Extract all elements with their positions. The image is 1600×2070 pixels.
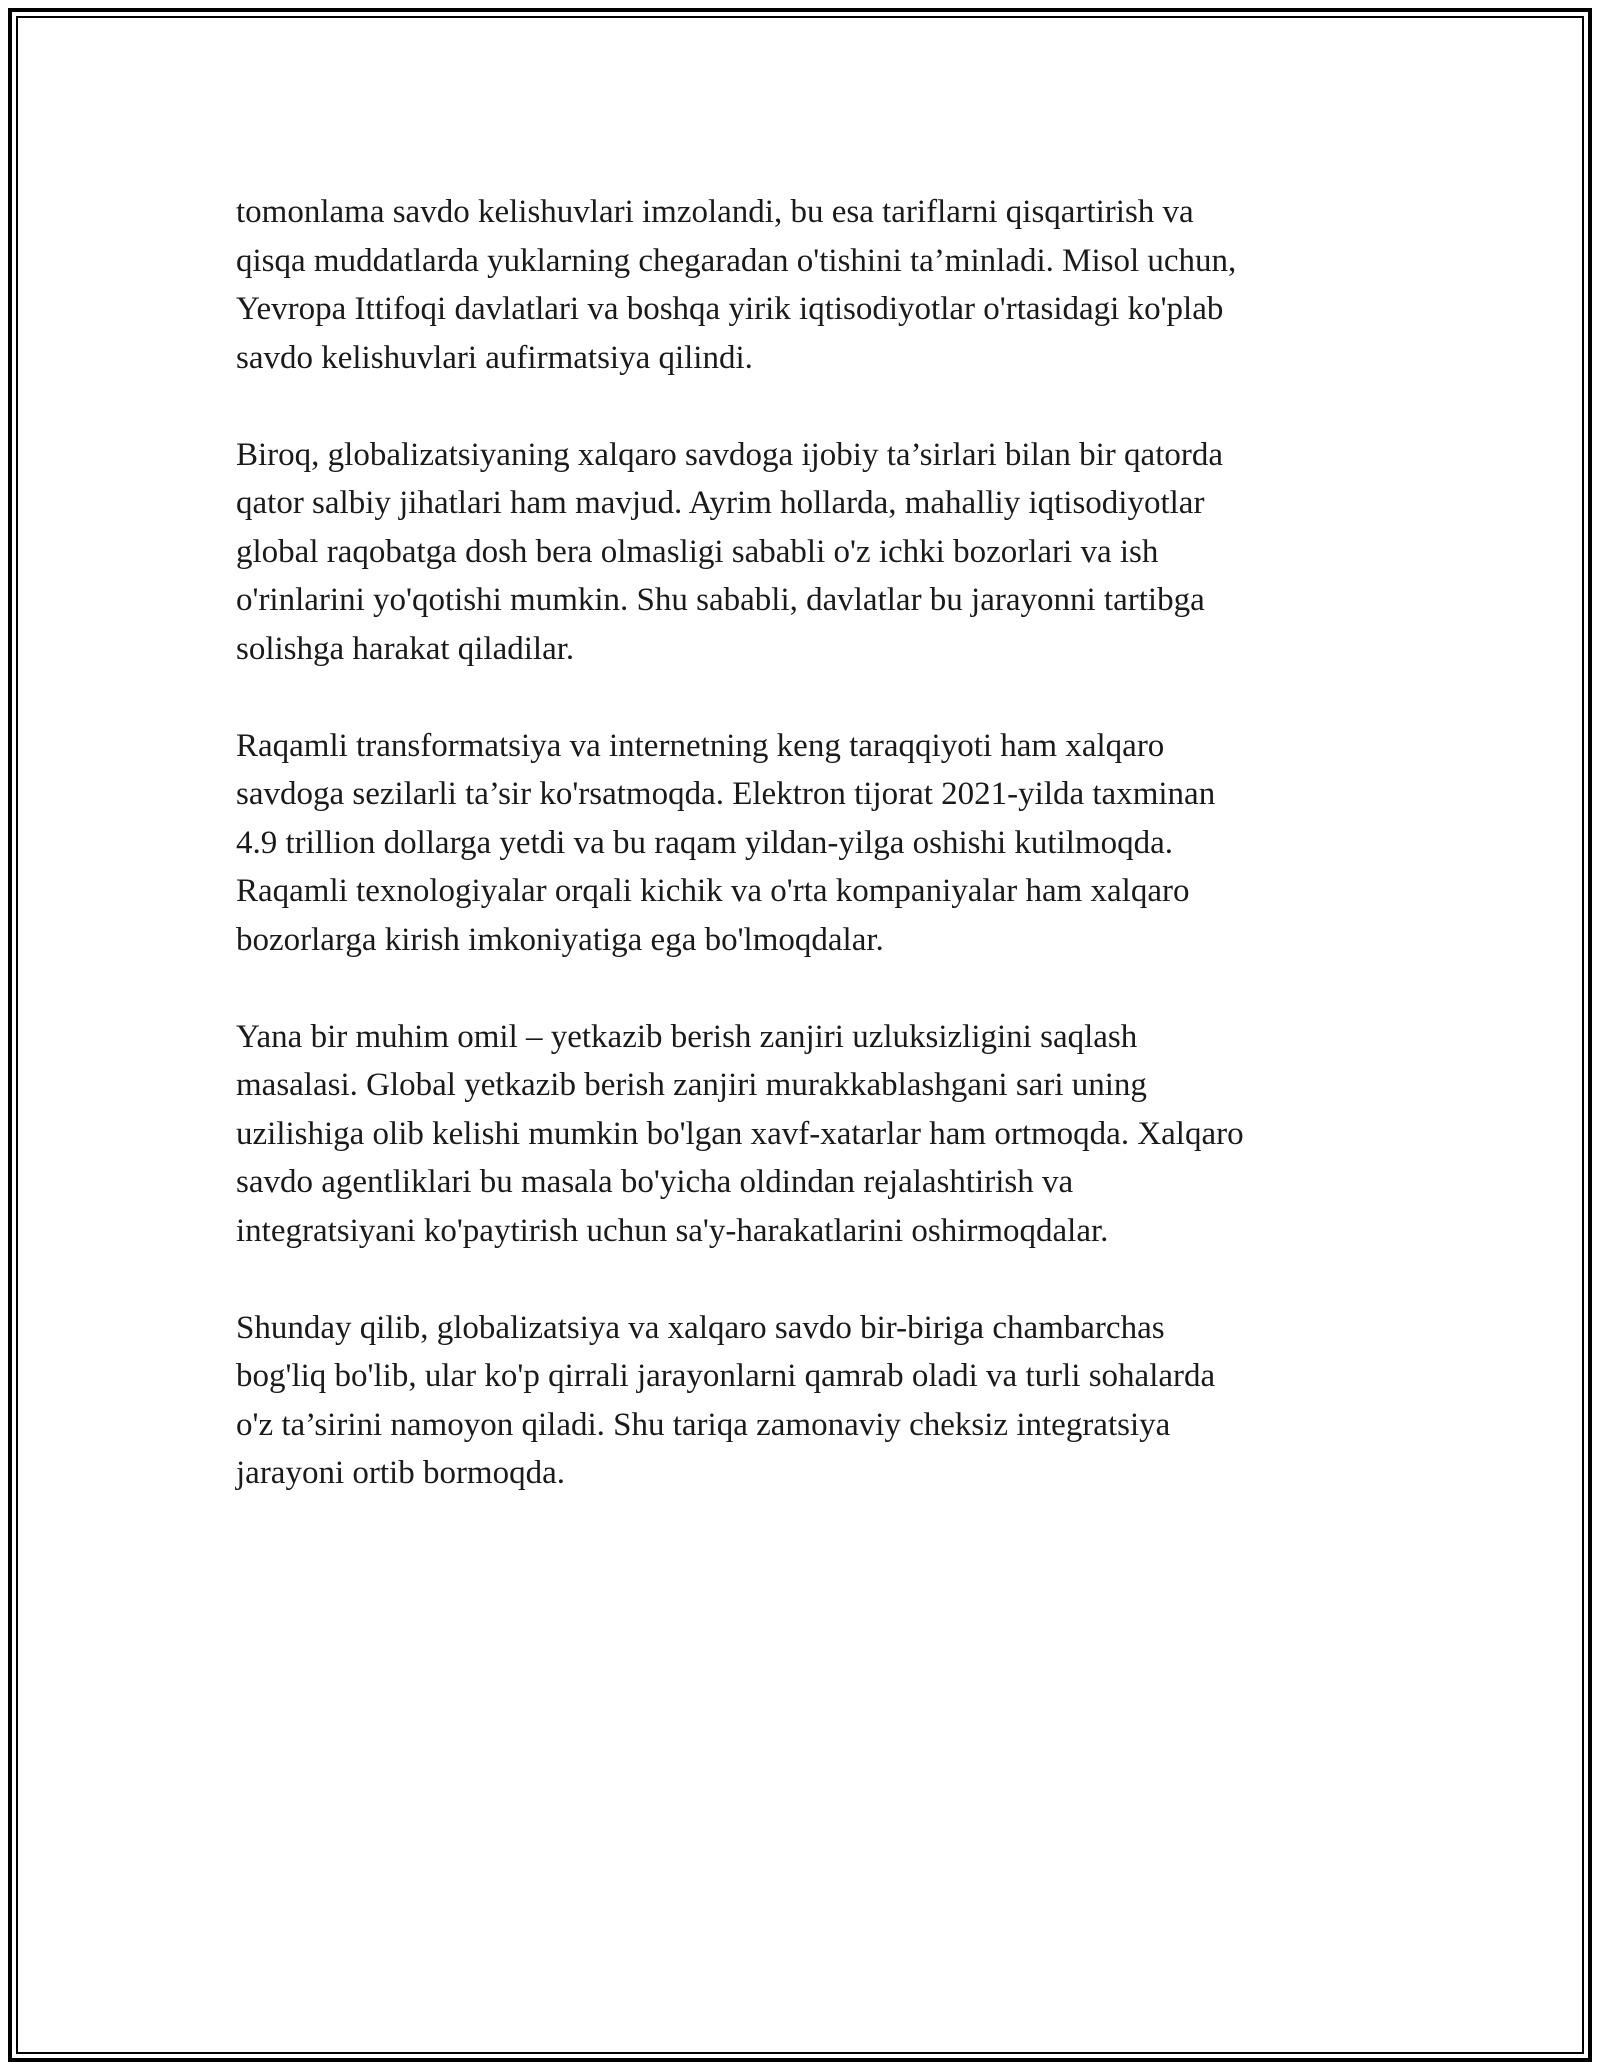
text-line: savdo agentliklari bu masala bo'yicha oldindan rejalashtirish va — [236, 1164, 1074, 1200]
text-line: tomonlama savdo kelishuvlari imzolandi, bu esa tariflarni qisqartirish va — [236, 194, 1194, 230]
text-line: Raqamli texnologiyalar orqali kichik va o'rta kompaniyalar ham xalqaro — [236, 873, 1190, 909]
text-line: bog'liq bo'lib, ular ko'p qirrali jarayonlarni qamrab oladi va turli sohalarda — [236, 1358, 1216, 1394]
text-line: qisqa muddatlarda yuklarning chegaradan o'tishini ta’minladi. Misol uchun, — [236, 242, 1237, 279]
text-line: Yevropa Ittifoqi davlatlari va boshqa yirik iqtisodiyotlar o'rtasidagi ko'plab — [236, 291, 1224, 327]
text-line: Shunday qilib, globalizatsiya va xalqaro savdo bir-biriga chambarchas — [236, 1309, 1165, 1346]
text-line: solishga harakat qiladilar. — [236, 630, 575, 667]
text-line: Raqamli transformatsiya va internetning keng taraqqiyoti ham xalqaro — [236, 727, 1165, 764]
text-line: 4.9 trillion dollarga yetdi va bu raqam yildan-yilga oshishi kutilmoqda. — [236, 824, 1173, 861]
text-line: bozorlarga kirish imkoniyatiga ega bo'lmoqdalar. — [236, 921, 884, 958]
text-line: jarayoni ortib bormoqda. — [236, 1455, 566, 1491]
paragraph — [236, 1304, 1366, 1498]
text-line: Yana bir muhim omil – yetkazib berish zanjiri uzluksizligini saqlash — [236, 1018, 1138, 1055]
text-line: uzilishiga olib kelishi mumkin bo'lgan xavf-xatarlar ham ortmoqda. Xalqaro — [236, 1115, 1244, 1152]
text-line: o'rinlarini yo'qotishi mumkin. Shu sababli, davlatlar bu jarayonni tartibga — [236, 582, 1205, 618]
paragraph — [236, 722, 1366, 965]
paragraph — [236, 1013, 1366, 1256]
paragraph — [236, 431, 1366, 674]
text-line: integratsiyani ko'paytirish uchun sa'y-harakatlarini oshirmoqdalar. — [236, 1212, 1109, 1249]
text-line: o'z ta’sirini namoyon qiladi. Shu tariqa zamonaviy cheksiz integratsiya — [236, 1406, 1171, 1443]
text-line: Biroq, globalizatsiyaning xalqaro savdoga ijobiy ta’sirlari bilan bir qatorda — [236, 436, 1224, 473]
text-line: global raqobatga dosh bera olmasligi sababli o'z ichki bozorlari va ish — [236, 533, 1159, 570]
text-line: savdoga sezilarli ta’sir ko'rsatmoqda. Elektron tijorat 2021-yilda taxminan — [236, 776, 1216, 812]
document-body — [236, 188, 1366, 1546]
text-line: qator salbiy jihatlari ham mavjud. Ayrim hollarda, mahalliy iqtisodiyotlar — [236, 485, 1205, 521]
paragraph — [236, 188, 1366, 382]
text-line: savdo kelishuvlari aufirmatsiya qilindi. — [236, 339, 753, 376]
text-line: masalasi. Global yetkazib berish zanjiri murakkablashgani sari uning — [236, 1067, 1147, 1103]
